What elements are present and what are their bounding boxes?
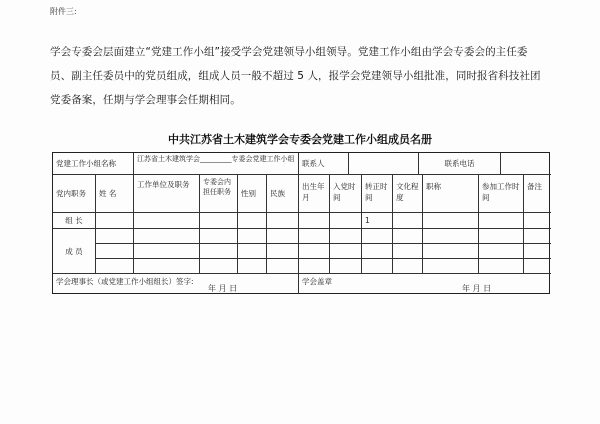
seal-label: 学会盖章 [302, 277, 332, 286]
member-cell[interactable] [524, 259, 551, 274]
member-cell[interactable] [393, 259, 423, 274]
group-name-label: 党建工作小组名称 [53, 153, 134, 175]
member-cell[interactable] [362, 244, 393, 259]
leader-full-member[interactable] [362, 213, 393, 229]
intro-line-3: 党委备案，任期与学会理事会任期相同。 [50, 94, 241, 106]
member-cell[interactable] [362, 229, 393, 244]
member-cell[interactable] [134, 244, 200, 259]
col-name: 姓 名 [96, 175, 134, 213]
member-cell[interactable] [423, 259, 479, 274]
col-title: 职称 [423, 175, 479, 213]
phone-label: 联系电话 [419, 153, 501, 175]
col-birth: 出生年月 [299, 175, 330, 213]
seal-date: 年 月 日 [462, 284, 492, 293]
member-cell[interactable] [134, 229, 200, 244]
leader-work-start[interactable] [479, 213, 524, 229]
member-roster-table [52, 152, 550, 294]
member-cell[interactable] [362, 259, 393, 274]
member-cell[interactable] [200, 259, 238, 274]
attachment-label: 附件三: [50, 7, 77, 16]
intro-line-1: 学会专委会层面建立“党建工作小组”接受学会党建领导小组领导。党建工作小组由学会专委会的主任委 [50, 46, 528, 58]
member-cell[interactable] [267, 259, 299, 274]
leader-education[interactable] [393, 213, 423, 229]
leader-title[interactable] [423, 213, 479, 229]
col-gender: 性别 [238, 175, 267, 213]
member-cell[interactable] [423, 244, 479, 259]
member-cell[interactable] [524, 244, 551, 259]
member-cell[interactable] [200, 244, 238, 259]
leader-label: 组 长 [53, 213, 96, 229]
col-employer: 工作单位及职务 [134, 175, 200, 213]
seal-box[interactable] [299, 274, 551, 294]
leader-employer[interactable] [134, 213, 200, 229]
col-full-member: 转正时间 [362, 175, 393, 213]
member-cell[interactable] [423, 229, 479, 244]
director-sign-label: 学会理事长（或党建工作小组组长）签字: [56, 277, 194, 286]
leader-birth[interactable] [299, 213, 330, 229]
leader-gender[interactable] [238, 213, 267, 229]
member-cell[interactable] [330, 244, 362, 259]
leader-ethnicity[interactable] [267, 213, 299, 229]
group-name-value: 江苏省土木建筑学会_________专委会党建工作小组 [134, 153, 299, 175]
member-cell[interactable] [330, 229, 362, 244]
member-cell[interactable] [267, 229, 299, 244]
member-cell[interactable] [524, 229, 551, 244]
intro-line-2: 员、副主任委员中的党员组成，组成人员一般不超过 5 人，报学会党建领导小组批准，同时报省科技社团 [50, 70, 541, 82]
member-cell[interactable] [267, 244, 299, 259]
intro-paragraph [50, 40, 550, 112]
director-sign-date: 年 月 日 [208, 284, 238, 293]
form-title: 中共江苏省土木建筑学会专委会党建工作小组成员名册 [168, 133, 432, 146]
col-ethnicity: 民族 [267, 175, 299, 213]
member-cell[interactable] [134, 259, 200, 274]
col-join-party: 入党时间 [330, 175, 362, 213]
phone-value[interactable] [501, 153, 551, 175]
col-party-position: 党内职务 [53, 175, 96, 213]
member-cell[interactable] [479, 259, 524, 274]
col-committee-position: 专委会内担任职务 [200, 175, 238, 213]
col-work-start: 参加工作时间 [479, 175, 524, 213]
member-cell[interactable] [479, 244, 524, 259]
col-remarks: 备注 [524, 175, 551, 213]
contact-value[interactable] [349, 153, 419, 175]
member-cell[interactable] [96, 229, 134, 244]
member-cell[interactable] [330, 259, 362, 274]
leader-mark: 1 [365, 216, 370, 225]
member-cell[interactable] [96, 259, 134, 274]
member-cell[interactable] [479, 229, 524, 244]
leader-committee-position[interactable] [200, 213, 238, 229]
director-sign-box[interactable] [53, 274, 299, 294]
leader-remarks[interactable] [524, 213, 551, 229]
leader-name[interactable] [96, 213, 134, 229]
member-cell[interactable] [393, 244, 423, 259]
member-cell[interactable] [200, 229, 238, 244]
leader-join-party[interactable] [330, 213, 362, 229]
member-cell[interactable] [299, 244, 330, 259]
member-cell[interactable] [238, 259, 267, 274]
contact-label: 联系人 [299, 153, 349, 175]
member-cell[interactable] [299, 229, 330, 244]
member-cell[interactable] [96, 244, 134, 259]
col-education: 文化程度 [393, 175, 423, 213]
member-cell[interactable] [238, 244, 267, 259]
member-cell[interactable] [393, 229, 423, 244]
member-label: 成 员 [53, 229, 96, 274]
member-cell[interactable] [238, 229, 267, 244]
member-cell[interactable] [299, 259, 330, 274]
